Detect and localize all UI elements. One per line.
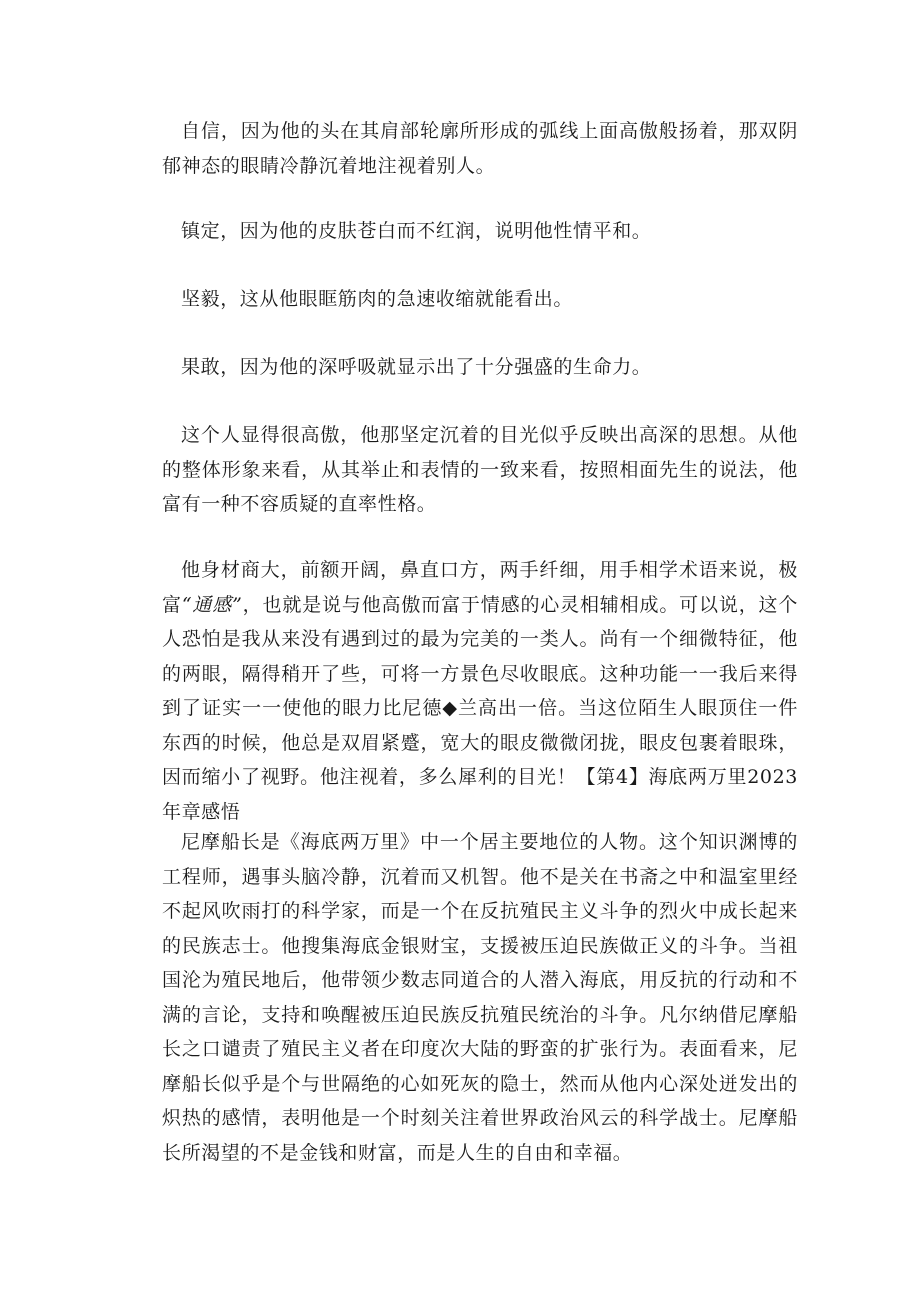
- paragraph-captain-nemo: 尼摩船长是《海底两万里》中一个居主要地位的人物。这个知识渊博的工程师，遇事头脑冷静，沉着而又机智。他不是关在书斋之中和温室里经不起风吹雨打的科学家，而是一个在反抗殖民主义斗争的烈火中成长起来的民族志士。他搜集海底金银财宝，支援被压迫民族做正义的斗争。当祖国沦为殖民地后，他带领少数志同道合的人潜入海底，用反抗的行动和不满的言论，支持和唤醒被压迫民族反抗殖民统治的斗争。凡尔纳借尼摩船长之口谴责了殖民主义者在印度次大陆的野蛮的扩张行为。表面看来，尼摩船长似乎是个与世隔绝的心如死灰的隐士，然而从他内心深处迸发出的炽热的感情，表明他是一个时刻关注着世界政治风云的科学战士。尼摩船长所渴望的不是金钱和财富，而是人生的自由和幸福。: [162, 831, 798, 1164]
- paragraph-appearance: [162, 553, 798, 829]
- paragraph-appearance-italic-term: “通感”: [181, 593, 243, 616]
- paragraph-confidence: 自信，因为他的头在其肩部轮廓所形成的弧线上面高傲般扬着，那双阴郁神态的眼睛冷静沉着地注视着别人。: [162, 120, 798, 177]
- paragraph-decisive: 果敢，因为他的深呼吸就显示出了十分强盛的生命力。: [181, 356, 652, 378]
- paragraph-firm: 坚毅，这从他眼眶筋肉的急速收缩就能看出。: [181, 288, 574, 310]
- paragraph-appearance-part2: ，也就是说与他高傲而富于情感的心灵相辅相成。可以说，这个人恐怕是我从来没有遇到过的最为完美的一类人。尚有一个细微特征，他的两眼，隔得稍开了些，可将一方景色尽收眼底。这种功能一一我后来得到了证实一一使他的眼力比尼德◆兰高出一倍。当这位陌生人眼顶住一件东西的时候，他总是双眉紧蹙，宽大的眼皮微微闭拢，眼皮包裹着眼珠，因而缩小了视野。他注视着，多么犀利的目光！【第4】海底两万里2023年章感悟: [162, 593, 798, 823]
- paragraph-appearance-part1: 他身材商大，前额开阔，鼻直口方，两手纤细，用手相学术语来说，极富: [162, 559, 798, 616]
- paragraph-proud: 这个人显得很高傲，他那坚定沉着的目光似乎反映出高深的思想。从他的整体形象来看，从其举止和表情的一致来看，按照相面先生的说法，他富有一种不容质疑的直率性格。: [162, 424, 798, 515]
- paragraph-calm: 镇定，因为他的皮肤苍白而不红润，说明他性情平和。: [181, 220, 652, 242]
